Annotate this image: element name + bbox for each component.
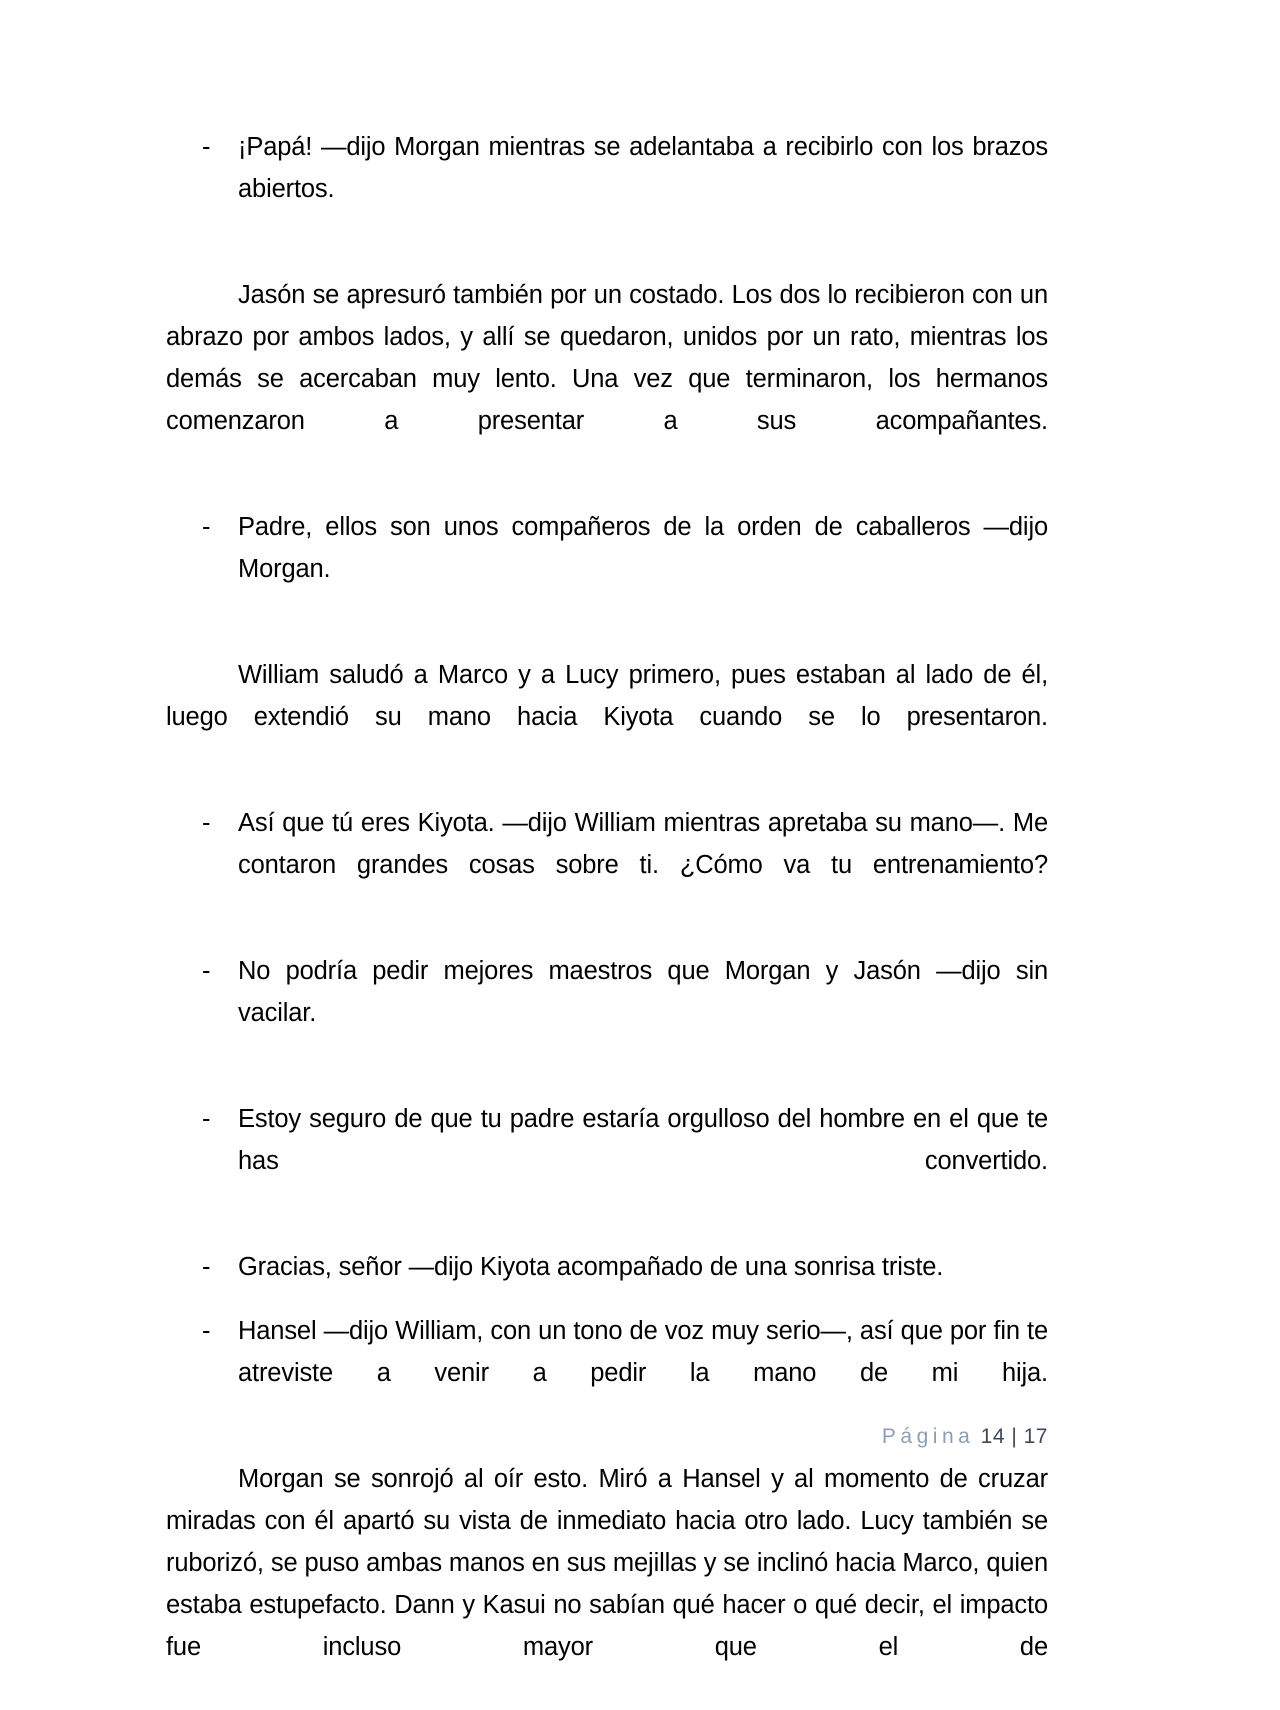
bullet-marker: - <box>202 809 211 837</box>
footer-page-numbers: 14 | 17 <box>974 1425 1048 1448</box>
paragraph: Jasón se apresuró también por un costado. Los dos lo recibieron con un abrazo por ambos lados, y allí se quedaron, unidos por un rato, mientras los demás se acercaban muy lento. Una vez que terminaron, los hermanos comenzaron a presentar a sus acompañantes. <box>166 281 1048 435</box>
list-item <box>166 950 1048 1076</box>
bullet-marker: - <box>202 133 211 161</box>
list-item-text: ¡Papá! —dijo Morgan mientras se adelantaba a recibirlo con los brazos abiertos. <box>238 133 1048 203</box>
list-item <box>166 126 1048 252</box>
list-item-text: Gracias, señor —dijo Kiyota acompañado de una sonrisa triste. <box>238 1253 944 1281</box>
bullet-marker: - <box>202 957 211 985</box>
bullet-marker: - <box>202 1317 211 1345</box>
list-item <box>166 1246 1048 1288</box>
list-item <box>166 1098 1048 1224</box>
list-item <box>166 1310 1048 1436</box>
list-item <box>166 802 1048 928</box>
page-body <box>166 126 1048 1710</box>
list-item-text: Hansel —dijo William, con un tono de voz muy serio—, así que por fin te atreviste a venir a pedir la mano de mi hija. <box>238 1317 1048 1387</box>
paragraph: Morgan se sonrojó al oír esto. Miró a Hansel y al momento de cruzar miradas con él apartó su vista de inmediato hacia otro lado. Lucy también se ruborizó, se puso ambas manos en sus mejillas y se inclinó hacia Marco, quien estaba estupefacto. Dann y Kasui no sabían qué hacer o qué decir, el impacto fue incluso mayor que el de <box>166 1465 1048 1661</box>
list-item-text: No podría pedir mejores maestros que Morgan y Jasón —dijo sin vacilar. <box>238 957 1048 1027</box>
list-item-text: Estoy seguro de que tu padre estaría orgulloso del hombre en el que te has convertido. <box>238 1105 1048 1175</box>
footer-label: Página <box>881 1425 975 1448</box>
list-item-text: Padre, ellos son unos compañeros de la orden de caballeros —dijo Morgan. <box>238 513 1048 583</box>
paragraph: William saludó a Marco y a Lucy primero, pues estaban al lado de él, luego extendió su mano hacia Kiyota cuando se lo presentaron. <box>166 661 1048 731</box>
bullet-marker: - <box>202 513 211 541</box>
bullet-marker: - <box>202 1253 211 1281</box>
page-footer <box>166 1423 1048 1451</box>
bullet-marker: - <box>202 1105 211 1133</box>
list-item-text: Así que tú eres Kiyota. —dijo William mientras apretaba su mano—. Me contaron grandes cosas sobre ti. ¿Cómo va tu entrenamiento? <box>238 809 1048 879</box>
list-item <box>166 506 1048 632</box>
